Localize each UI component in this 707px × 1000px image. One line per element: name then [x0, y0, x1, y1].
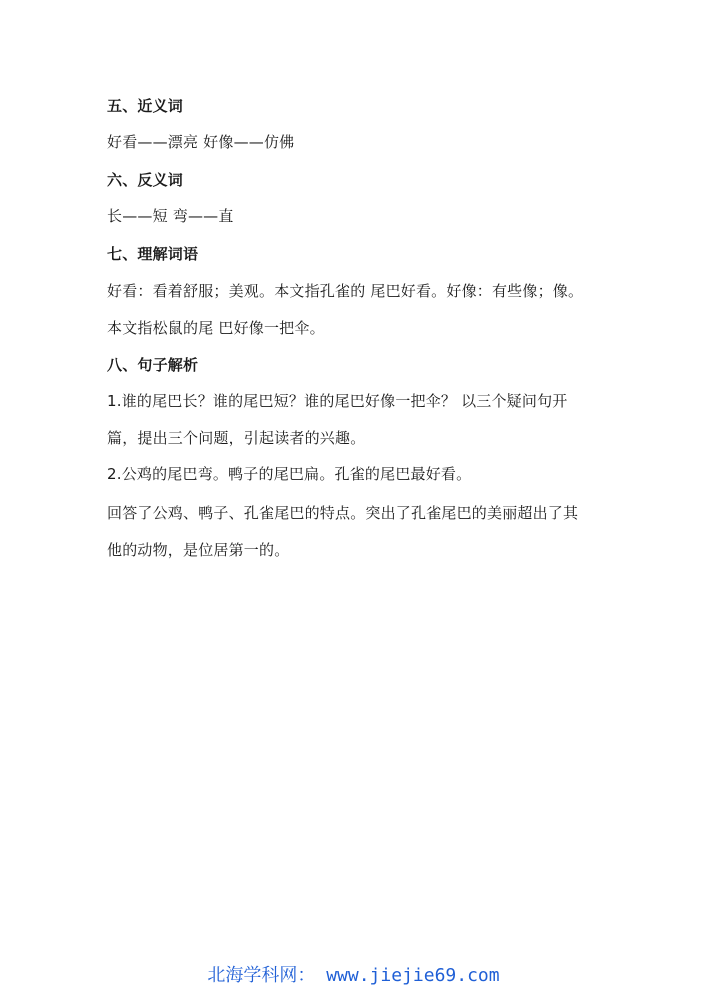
sentence-analysis-line-5: 他的动物，是位居第一的。	[107, 541, 290, 559]
sentence-analysis-line-1: 1.谁的尾巴长？谁的尾巴短？谁的尾巴好像一把伞？ 以三个疑问句开	[107, 392, 568, 410]
section-heading-antonyms: 六、反义词	[107, 171, 184, 189]
antonyms-content: 长——短 弯——直	[107, 207, 234, 225]
section-heading-synonyms: 五、近义词	[107, 97, 184, 115]
word-meaning-line-2: 本文指松鼠的尾 巴好像一把伞。	[107, 319, 325, 337]
footer-watermark-link[interactable]: 北海学科网： www.jiejie69.com	[207, 965, 500, 986]
sentence-analysis-line-4: 回答了公鸡、鸭子、孔雀尾巴的特点。突出了孔雀尾巴的美丽超出了其	[107, 504, 579, 522]
section-heading-word-meaning: 七、理解词语	[107, 245, 199, 263]
sentence-analysis-line-2: 篇，提出三个问题，引起读者的兴趣。	[107, 429, 366, 447]
section-heading-sentence-analysis: 八、句子解析	[107, 356, 199, 374]
word-meaning-line-1: 好看：看着舒服；美观。本文指孔雀的 尾巴好看。好像：有些像；像。	[107, 282, 584, 300]
synonyms-content: 好看——漂亮 好像——仿佛	[107, 133, 295, 151]
sentence-analysis-line-3: 2.公鸡的尾巴弯。鸭子的尾巴扁。孔雀的尾巴最好看。	[107, 465, 472, 483]
